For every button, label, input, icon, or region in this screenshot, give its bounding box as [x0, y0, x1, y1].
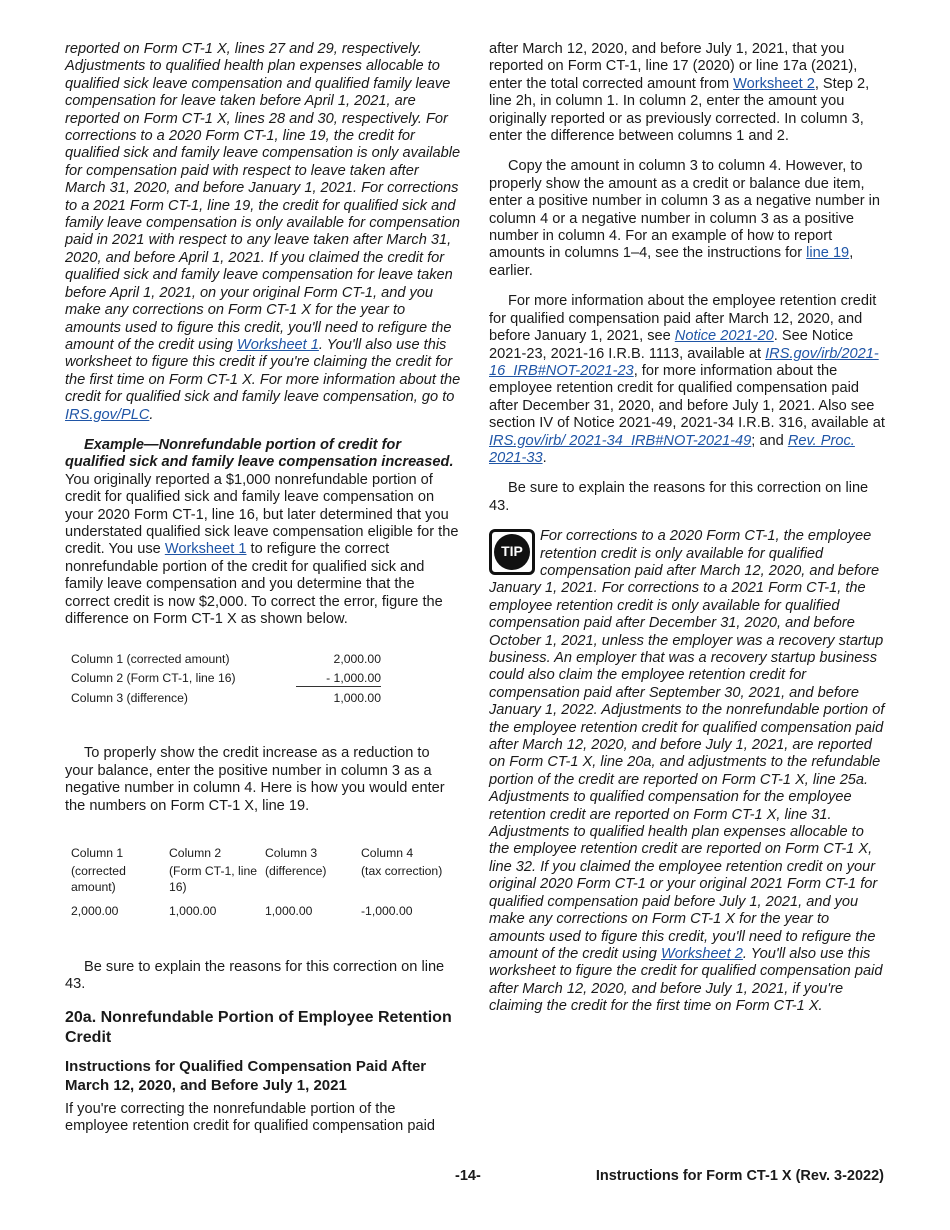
page-number: -14-	[455, 1168, 481, 1184]
table-row: Column 3 (difference) 1,000.00	[71, 691, 381, 706]
example-paragraph: Example—Nonrefundable portion of credit for qualified sick and family leave compensation increased. You originally reported a $1,000 nonrefundable portion of credit for qualified sick and family leave compensation on your 2020 Form CT-1, line 16, but later determined that you understated qualified sick leave compensation eligible for the credit. You use Worksheet 1 to refigure the correct nonrefundable portion of the credit for qualified sick and family leave compensation and you determine that the correct credit is now $2,000. To correct the error, figure the difference on Form CT-1 X as shown below.	[65, 436, 459, 627]
column-subheader: (Form CT-1, line 16)	[169, 864, 258, 895]
tip-icon: TIP	[489, 529, 535, 575]
table-row: Column 1 (corrected amount) 2,000.00	[71, 652, 381, 667]
table-cell: -1,000.00	[361, 904, 413, 919]
irb-2021-16-link[interactable]: IRS.gov/irb/2021-16_IRB#NOT-2021-23	[489, 345, 879, 379]
irs-plc-link[interactable]: IRS.gov/PLC	[65, 406, 150, 423]
column-subheader: (corrected amount)	[71, 864, 126, 895]
table-row: Column 2 (Form CT-1, line 16) - 1,000.00	[71, 671, 381, 686]
copy-amount-paragraph: Copy the amount in column 3 to column 4. However, to properly show the amount as a credit or balance due item, enter a positive number in column 3 as a negative number in column 4 or a negative number in column 3 as a positive number in column 4. For an example of how to report amounts in columns 1–4, see the instructions for line 19, earlier.	[489, 158, 881, 279]
line-19-link[interactable]: line 19	[806, 245, 850, 262]
column-header: Column 1	[71, 846, 124, 861]
worksheet-1-link[interactable]: Worksheet 1	[236, 336, 319, 353]
worksheet-2-link[interactable]: Worksheet 2	[733, 75, 815, 92]
rev-proc-2021-33-link[interactable]: Rev. Proc. 2021-33	[489, 432, 855, 466]
column-subheader: (tax correction)	[361, 864, 443, 879]
column-header: Column 3	[265, 846, 318, 861]
right-column	[489, 41, 885, 1016]
section-heading-20a: 20a. Nonrefundable Portion of Employee Retention Credit	[65, 1008, 452, 1046]
table-cell: 1,000.00	[169, 904, 217, 919]
worksheet-1-link[interactable]: Worksheet 1	[164, 541, 247, 558]
table-cell: 2,000.00	[71, 904, 119, 919]
notice-2021-20-link[interactable]: Notice 2021-20	[674, 328, 774, 345]
table-cell: 1,000.00	[265, 904, 313, 919]
document-title: Instructions for Form CT-1 X (Rev. 3-2022)	[595, 1168, 884, 1184]
column-header: Column 2	[169, 846, 222, 861]
nonrefundable-intro-paragraph: If you're correcting the nonrefundable portion of the employee retention credit for qualified compensation paid	[65, 1100, 435, 1135]
irb-2021-34-link[interactable]: IRS.gov/irb/ 2021-34_IRB#NOT-2021-49	[489, 432, 752, 449]
line-19-entry-table	[71, 845, 461, 921]
left-column	[65, 41, 461, 1136]
subsection-heading: Instructions for Qualified Compensation Paid After March 12, 2020, and Before July 1, 2021	[65, 1057, 427, 1094]
more-information-paragraph: For more information about the employee retention credit for qualified compensation paid after March 12, 2020, and before January 1, 2021, see Notice 2021-20. See Notice 2021-23, 2021-16 I.R.B. 1113, available at IRS.gov/irb/2021-16_IRB#NOT-2021-23, for more information about the employee retention credit for qualified compensation paid after December 31, 2020, and before July 1, 2021. Also see section IV of Notice 2021-49, 2021-34 I.R.B. 316, available at IRS.gov/irb/ 2021-34_IRB#NOT-2021-49; and Rev. Proc. 2021-33.	[489, 293, 885, 466]
explain-reasons-paragraph: Be sure to explain the reasons for this correction on line 43.	[489, 480, 869, 514]
tip-box: TIP For corrections to a 2020 Form CT-1, the employee retention credit is only available for qualified compensation paid after March 12, 2020, and before January 1, 2021. For corrections to a 2021 Form CT-1, the employee retention credit is only available for qualified compensation paid after December 31, 2020, and before October 1, 2021, unless the employer was a recovery startup business. An employer that was a recovery startup business could also claim the employee retention credit for compensation paid after September 30, 2021, and before January 1, 2022. Adjustments to the nonrefundable portion of the employee retention credit for qualified compensation paid after March 12, 2020, and before July 1, 2021, are reported on Form CT-1 X, line 20a, and adjustments to the refundable portion of the credit are reported on Form CT-1 X, line 25a. Adjustments to qualified compensation for the employee retention credit are reported on Form CT-1 X, line 31. Adjustments to qualified health plan expenses allocable to the employee retention credit are reported on Form CT-1 X, line 32. If you claimed the employee retention credit on your original 2020 Form CT-1 or your original 2021 Form CT-1 for qualified compensation paid before July 1, 2021, and you make any corrections on Form CT-1 X for the year to amounts used to figure this credit, you'll need to refigure the amount of the credit using Worksheet 2. You'll also use this worksheet to figure the credit for qualified compensation paid after March 12, 2020, and before July 1, 2021, if you're claiming the credit for the first time on Form CT-1 X.	[489, 528, 885, 1015]
worksheet-2-link[interactable]: Worksheet 2	[660, 945, 743, 962]
credit-increase-paragraph: To properly show the credit increase as a reduction to your balance, enter the positive number in column 3 as a negative number in column 4. Here is how you would enter the numbers on Form CT-1 X, line 19.	[65, 745, 445, 814]
column-subheader: (difference)	[265, 864, 327, 879]
corrected-amount-paragraph: after March 12, 2020, and before July 1, 2021, that you reported on Form CT-1, line 17 (2020) or line 17a (2021), enter the total corrected amount from Worksheet 2, Step 2, line 2h, in column 1. In column 2, enter the amount you originally reported or as previously corrected. In column 3, enter the difference between columns 1 and 2.	[489, 41, 870, 145]
explain-reasons-paragraph: Be sure to explain the reasons for this correction on line 43.	[65, 959, 445, 993]
example-heading: Example—Nonrefundable portion of credit for qualified sick and family leave compensation increased.	[65, 436, 454, 471]
sick-leave-credit-paragraph: reported on Form CT-1 X, lines 27 and 29, respectively. Adjustments to qualified health plan expenses allocable to qualified sick leave compensation and qualified family leave compensation for leave taken before April 1, 2021, are reported on Form CT-1 X, lines 28 and 30, respectively. For corrections to a 2020 Form CT-1, line 19, the credit for qualified sick and family leave compensation is only available for compensation paid with respect to leave taken after March 31, 2020, and before January 1, 2021. For corrections to a 2021 Form CT-1, line 19, the credit for qualified sick and family leave compensation is only available for compensation paid in 2021 with respect to any leave taken after March 31, 2020, and before April 1, 2021. If you claimed the credit for qualified sick and family leave compensation for leave taken before April 1, 2021, on your original Form CT-1, and you make any corrections on Form CT-1 X for the year to amounts used to figure this credit, you'll need to refigure the amount of the credit using Worksheet 1. You'll also use this worksheet to figure this credit if you're claiming the credit for the first time on Form CT-1 X. For more information about the credit for qualified sick and family leave compensation, go to IRS.gov/PLC.	[65, 41, 461, 423]
column-header: Column 4	[361, 846, 414, 861]
difference-table	[71, 650, 381, 707]
